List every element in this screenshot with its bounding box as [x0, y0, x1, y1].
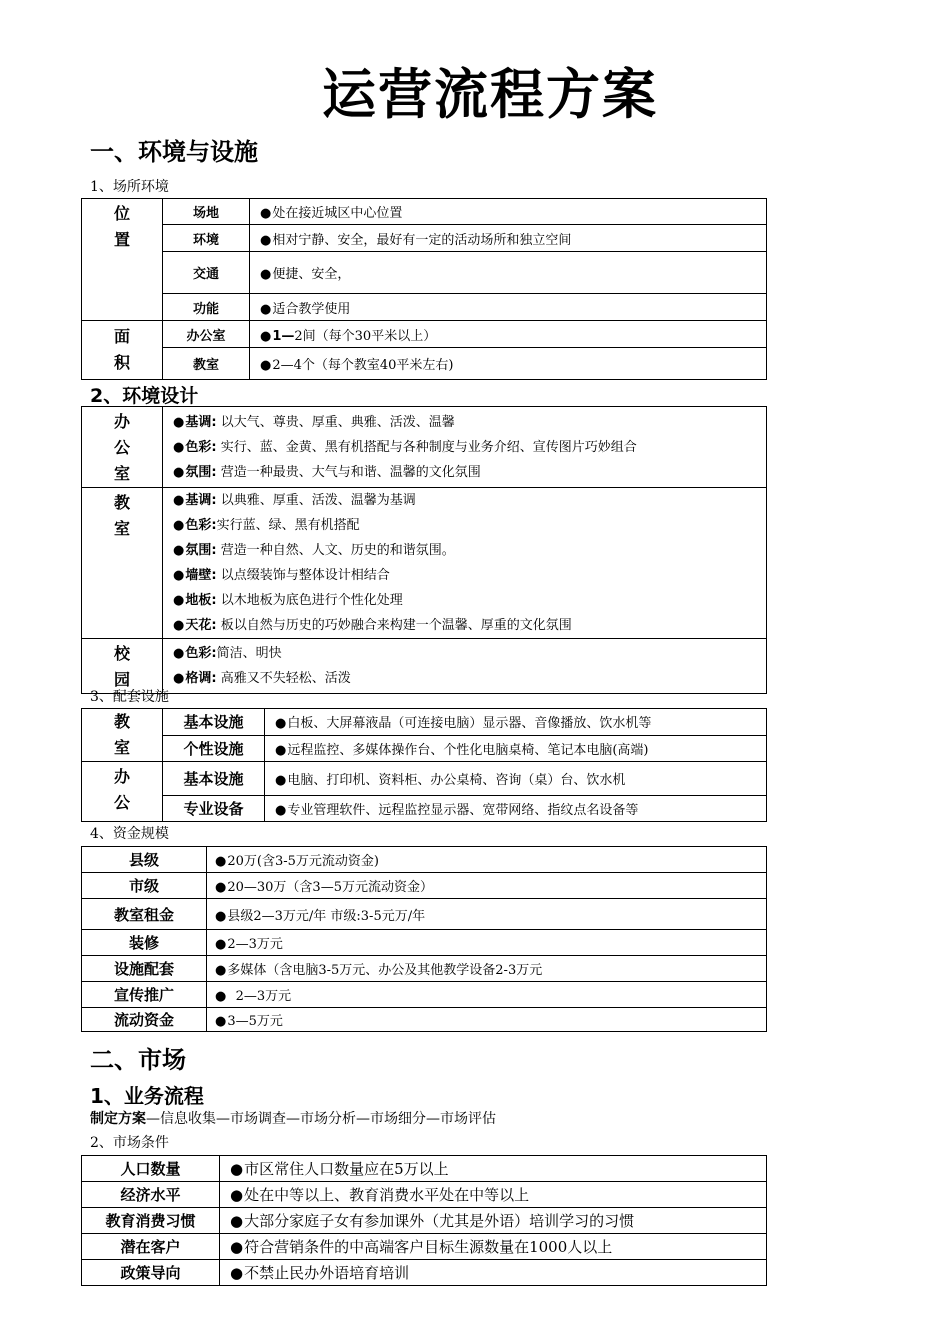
row-key: 基本设施	[163, 709, 265, 736]
row-value: ● 20—30万（含3—5万元流动资金）	[207, 873, 767, 899]
row-value: ● 县级2—3万元/年 市级:3-5元万/年	[207, 899, 767, 930]
group-office: 办 公	[82, 762, 163, 822]
row-value: ● 2—3万元	[207, 930, 767, 956]
design-line: ● 墙壁: 以点缀装饰与整体设计相结合	[163, 563, 766, 588]
row-value: ● 便捷、安全，	[250, 252, 767, 294]
subheading-business-flow: 1、业务流程	[90, 1084, 204, 1108]
row-key: 潜在客户	[82, 1234, 220, 1260]
row-key: 场地	[163, 199, 250, 225]
row-key: 市级	[82, 873, 207, 899]
row-key: 教室	[163, 348, 250, 380]
campus-design-cell	[163, 639, 767, 694]
row-key: 基本设施	[163, 762, 265, 796]
row-key: 办公室	[163, 321, 250, 348]
row-key: 教育消费习惯	[82, 1208, 220, 1234]
row-key: 政策导向	[82, 1260, 220, 1286]
row-value: ● 远程监控、多媒体操作台、个性化电脑桌椅、笔记本电脑(高端)	[265, 735, 767, 762]
row-key: 功能	[163, 294, 250, 321]
row-value: ● 处在中等以上、教育消费水平处在中等以上	[220, 1182, 767, 1208]
design-line: ● 色彩: 实行、蓝、金黄、黑有机搭配与各种制度与业务介绍、宣传图片巧妙组合	[163, 435, 766, 460]
row-key: 设施配套	[82, 956, 207, 982]
row-key: 个性设施	[163, 735, 265, 762]
row-value: ● 处在接近城区中心位置	[250, 199, 767, 225]
row-key: 交通	[163, 252, 250, 294]
row-value: ● 2—3万元	[207, 982, 767, 1008]
group-office: 办 公 室	[82, 407, 163, 488]
office-design-cell	[163, 407, 767, 488]
row-value: ● 3—5万元	[207, 1008, 767, 1032]
subheading-market-conditions: 2、市场条件	[90, 1135, 169, 1151]
design-line: ● 色彩:实行蓝、绿、黑有机搭配	[163, 513, 766, 538]
subheading-environment-design: 2、环境设计	[90, 385, 199, 407]
row-key: 装修	[82, 930, 207, 956]
row-value: ● 适合教学使用	[250, 294, 767, 321]
row-value: ● 相对宁静、安全，最好有一定的活动场所和独立空间	[250, 225, 767, 252]
row-value: ● 专业管理软件、远程监控显示器、宽带网络、指纹点名设备等	[265, 796, 767, 822]
design-line: ● 基调: 以大气、尊贵、厚重、典雅、活泼、温馨	[163, 410, 766, 435]
row-value: ● 市区常住人口数量应在5万以上	[220, 1156, 767, 1182]
row-key: 宣传推广	[82, 982, 207, 1008]
design-line: ● 氛围: 营造一种自然、人文、历史的和谐氛围。	[163, 538, 766, 563]
subheading-funding: 4、资金规模	[90, 826, 169, 842]
group-area: 面 积	[82, 321, 163, 380]
site-environment-table	[81, 198, 767, 380]
row-value: ● 1—2间（每个30平米以上）	[250, 321, 767, 348]
row-key: 教室租金	[82, 899, 207, 930]
row-value: ● 多媒体（含电脑3-5万元、办公及其他教学设备2-3万元	[207, 956, 767, 982]
row-key: 人口数量	[82, 1156, 220, 1182]
business-flow-text: 制定方案—信息收集—市场调查—市场分析—市场细分—市场评估	[90, 1111, 496, 1127]
row-value: ● 不禁止民办外语培育培训	[220, 1260, 767, 1286]
classroom-design-cell	[163, 488, 767, 639]
row-value: ● 白板、大屏幕液晶（可连接电脑）显示器、音像播放、饮水机等	[265, 709, 767, 736]
subheading-site-environment: 1、场所环境	[90, 179, 169, 195]
market-conditions-table	[81, 1155, 767, 1286]
design-line: ● 天花: 板以自然与历史的巧妙融合来构建一个温馨、厚重的文化氛围	[163, 613, 766, 638]
row-value: ● 电脑、打印机、资料柜、办公桌椅、咨询（桌）台、饮水机	[265, 762, 767, 796]
group-location: 位 置	[82, 199, 163, 321]
design-line: ● 氛围: 营造一种最贵、大气与和谐、温馨的文化氛围	[163, 460, 766, 485]
design-line: ● 地板: 以木地板为底色进行个性化处理	[163, 588, 766, 613]
row-key: 环境	[163, 225, 250, 252]
design-line: ● 基调: 以典雅、厚重、活泼、温馨为基调	[163, 488, 766, 513]
row-value: ● 2—4个（每个教室40平米左右)	[250, 348, 767, 380]
facilities-table	[81, 708, 767, 822]
row-key: 专业设备	[163, 796, 265, 822]
design-line: ● 色彩:简洁、明快	[163, 641, 766, 666]
page-title: 运营流程方案	[322, 63, 658, 126]
row-value: ● 大部分家庭子女有参加课外（尤其是外语）培训学习的习惯	[220, 1208, 767, 1234]
row-key: 流动资金	[82, 1008, 207, 1032]
row-value: ● 20万(含3-5万元流动资金)	[207, 847, 767, 873]
row-value: ● 符合营销条件的中高端客户目标生源数量在1000人以上	[220, 1234, 767, 1260]
design-line: ● 格调: 高雅又不失轻松、活泼	[163, 666, 766, 691]
group-classroom: 教 室	[82, 488, 163, 639]
section-heading-environment: 一、环境与设施	[90, 138, 258, 166]
group-campus: 校 园	[82, 639, 163, 694]
row-key: 县级	[82, 847, 207, 873]
section-heading-market: 二、市场	[90, 1046, 186, 1074]
row-key: 经济水平	[82, 1182, 220, 1208]
environment-design-table	[81, 406, 767, 694]
group-classroom: 教 室	[82, 709, 163, 762]
subheading-facilities: 3、配套设施	[90, 689, 169, 705]
funding-table	[81, 846, 767, 1032]
